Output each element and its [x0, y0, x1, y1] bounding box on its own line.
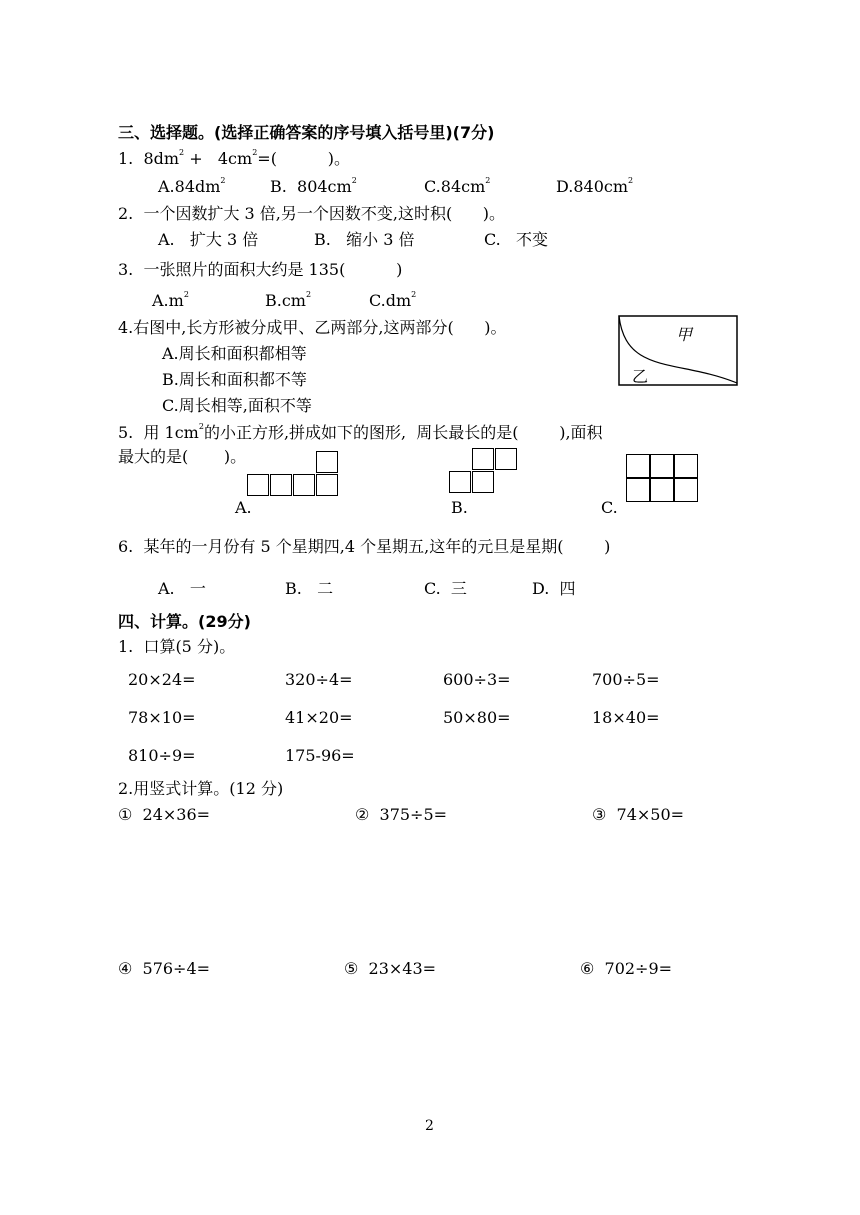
- question-3-stem: 3. 一张照片的面积大约是 135( ): [118, 260, 403, 279]
- q1-option-d: $D.840cm^2$: [556, 176, 634, 196]
- q3-option-b: $B.cm^2$: [265, 290, 312, 310]
- q5-label-a: A.: [235, 498, 252, 517]
- question-6-stem: 6. 某年的一月份有 5 个星期四,4 个星期五,这年的元旦是星期( ): [118, 537, 611, 556]
- section-4-title: 四、计算。(29分): [118, 612, 251, 631]
- section-3-title: 三、选择题。(选择正确答案的序号填入括号里)(7分): [118, 123, 495, 142]
- oral-item: 600÷3=: [443, 670, 511, 689]
- q5-label-c: C.: [601, 498, 618, 517]
- q1-sup-b: 2: [252, 148, 258, 157]
- q1-option-b: B. $804cm^2$: [270, 176, 357, 196]
- q6-option-d: D. 四: [532, 579, 576, 598]
- q2-option-a: A. 扩大 3 倍: [158, 230, 259, 249]
- vertical-item: ⑤ 23×43=: [344, 959, 437, 978]
- oral-item: 175-96=: [285, 746, 355, 765]
- oral-calc-title: 1. 口算(5 分)。: [118, 637, 236, 656]
- q2-option-b: B. 缩小 3 倍: [314, 230, 415, 249]
- q1-option-a: $A.84dm^2$: [158, 176, 226, 196]
- oral-item: 20×24=: [128, 670, 196, 689]
- q1-stem-c: =( )。: [257, 149, 351, 168]
- page-number: 2: [425, 1118, 434, 1134]
- vertical-calc-title: 2.用竖式计算。(12 分): [118, 779, 284, 798]
- question-2-stem: 2. 一个因数扩大 3 倍,另一个因数不变,这时积( )。: [118, 204, 505, 223]
- q4-label-jia: 甲: [676, 325, 693, 344]
- q1-stem-b: + 4cm: [184, 149, 253, 168]
- q3-option-c: $C.dm^2$: [369, 290, 417, 310]
- oral-item: 41×20=: [285, 708, 353, 727]
- q4-option-a: A.周长和面积都相等: [162, 344, 307, 363]
- question-1-stem: [118, 148, 350, 170]
- oral-item: 810÷9=: [128, 746, 196, 765]
- question-5-stem: 5. 用 $1cm^2$的小正方形,拼成如下的图形, 周长最长的是( ),面积: [118, 422, 603, 442]
- q2-option-c: C. 不变: [484, 230, 549, 249]
- q6-option-a: A. 一: [158, 579, 206, 598]
- q6-option-c: C. 三: [424, 579, 467, 598]
- q6-option-b: B. 二: [285, 579, 334, 598]
- q1-sup-a: 2: [179, 148, 185, 157]
- oral-item: 700÷5=: [592, 670, 660, 689]
- q4-label-yi: 乙: [632, 367, 649, 386]
- question-4-stem: 4.右图中,长方形被分成甲、乙两部分,这两部分( )。: [118, 318, 507, 337]
- vertical-item: ③ 74×50=: [592, 805, 685, 824]
- q4-option-c: C.周长相等,面积不等: [162, 396, 312, 415]
- vertical-item: ④ 576÷4=: [118, 959, 211, 978]
- q4-option-b: B.周长和面积都不等: [162, 370, 307, 389]
- oral-item: 18×40=: [592, 708, 660, 727]
- question-5-stem-line2: 最大的是( )。: [118, 447, 247, 466]
- q3-option-a: $A.m^2$: [152, 290, 189, 310]
- oral-item: 320÷4=: [285, 670, 353, 689]
- q1-option-c: $C.84cm^2$: [424, 176, 491, 196]
- vertical-item: ⑥ 702÷9=: [580, 959, 673, 978]
- q5-label-b: B.: [451, 498, 468, 517]
- vertical-item: ① 24×36=: [118, 805, 211, 824]
- vertical-item: ② 375÷5=: [355, 805, 448, 824]
- oral-item: 50×80=: [443, 708, 511, 727]
- oral-item: 78×10=: [128, 708, 196, 727]
- q1-stem-a: 1. 8dm: [118, 149, 180, 168]
